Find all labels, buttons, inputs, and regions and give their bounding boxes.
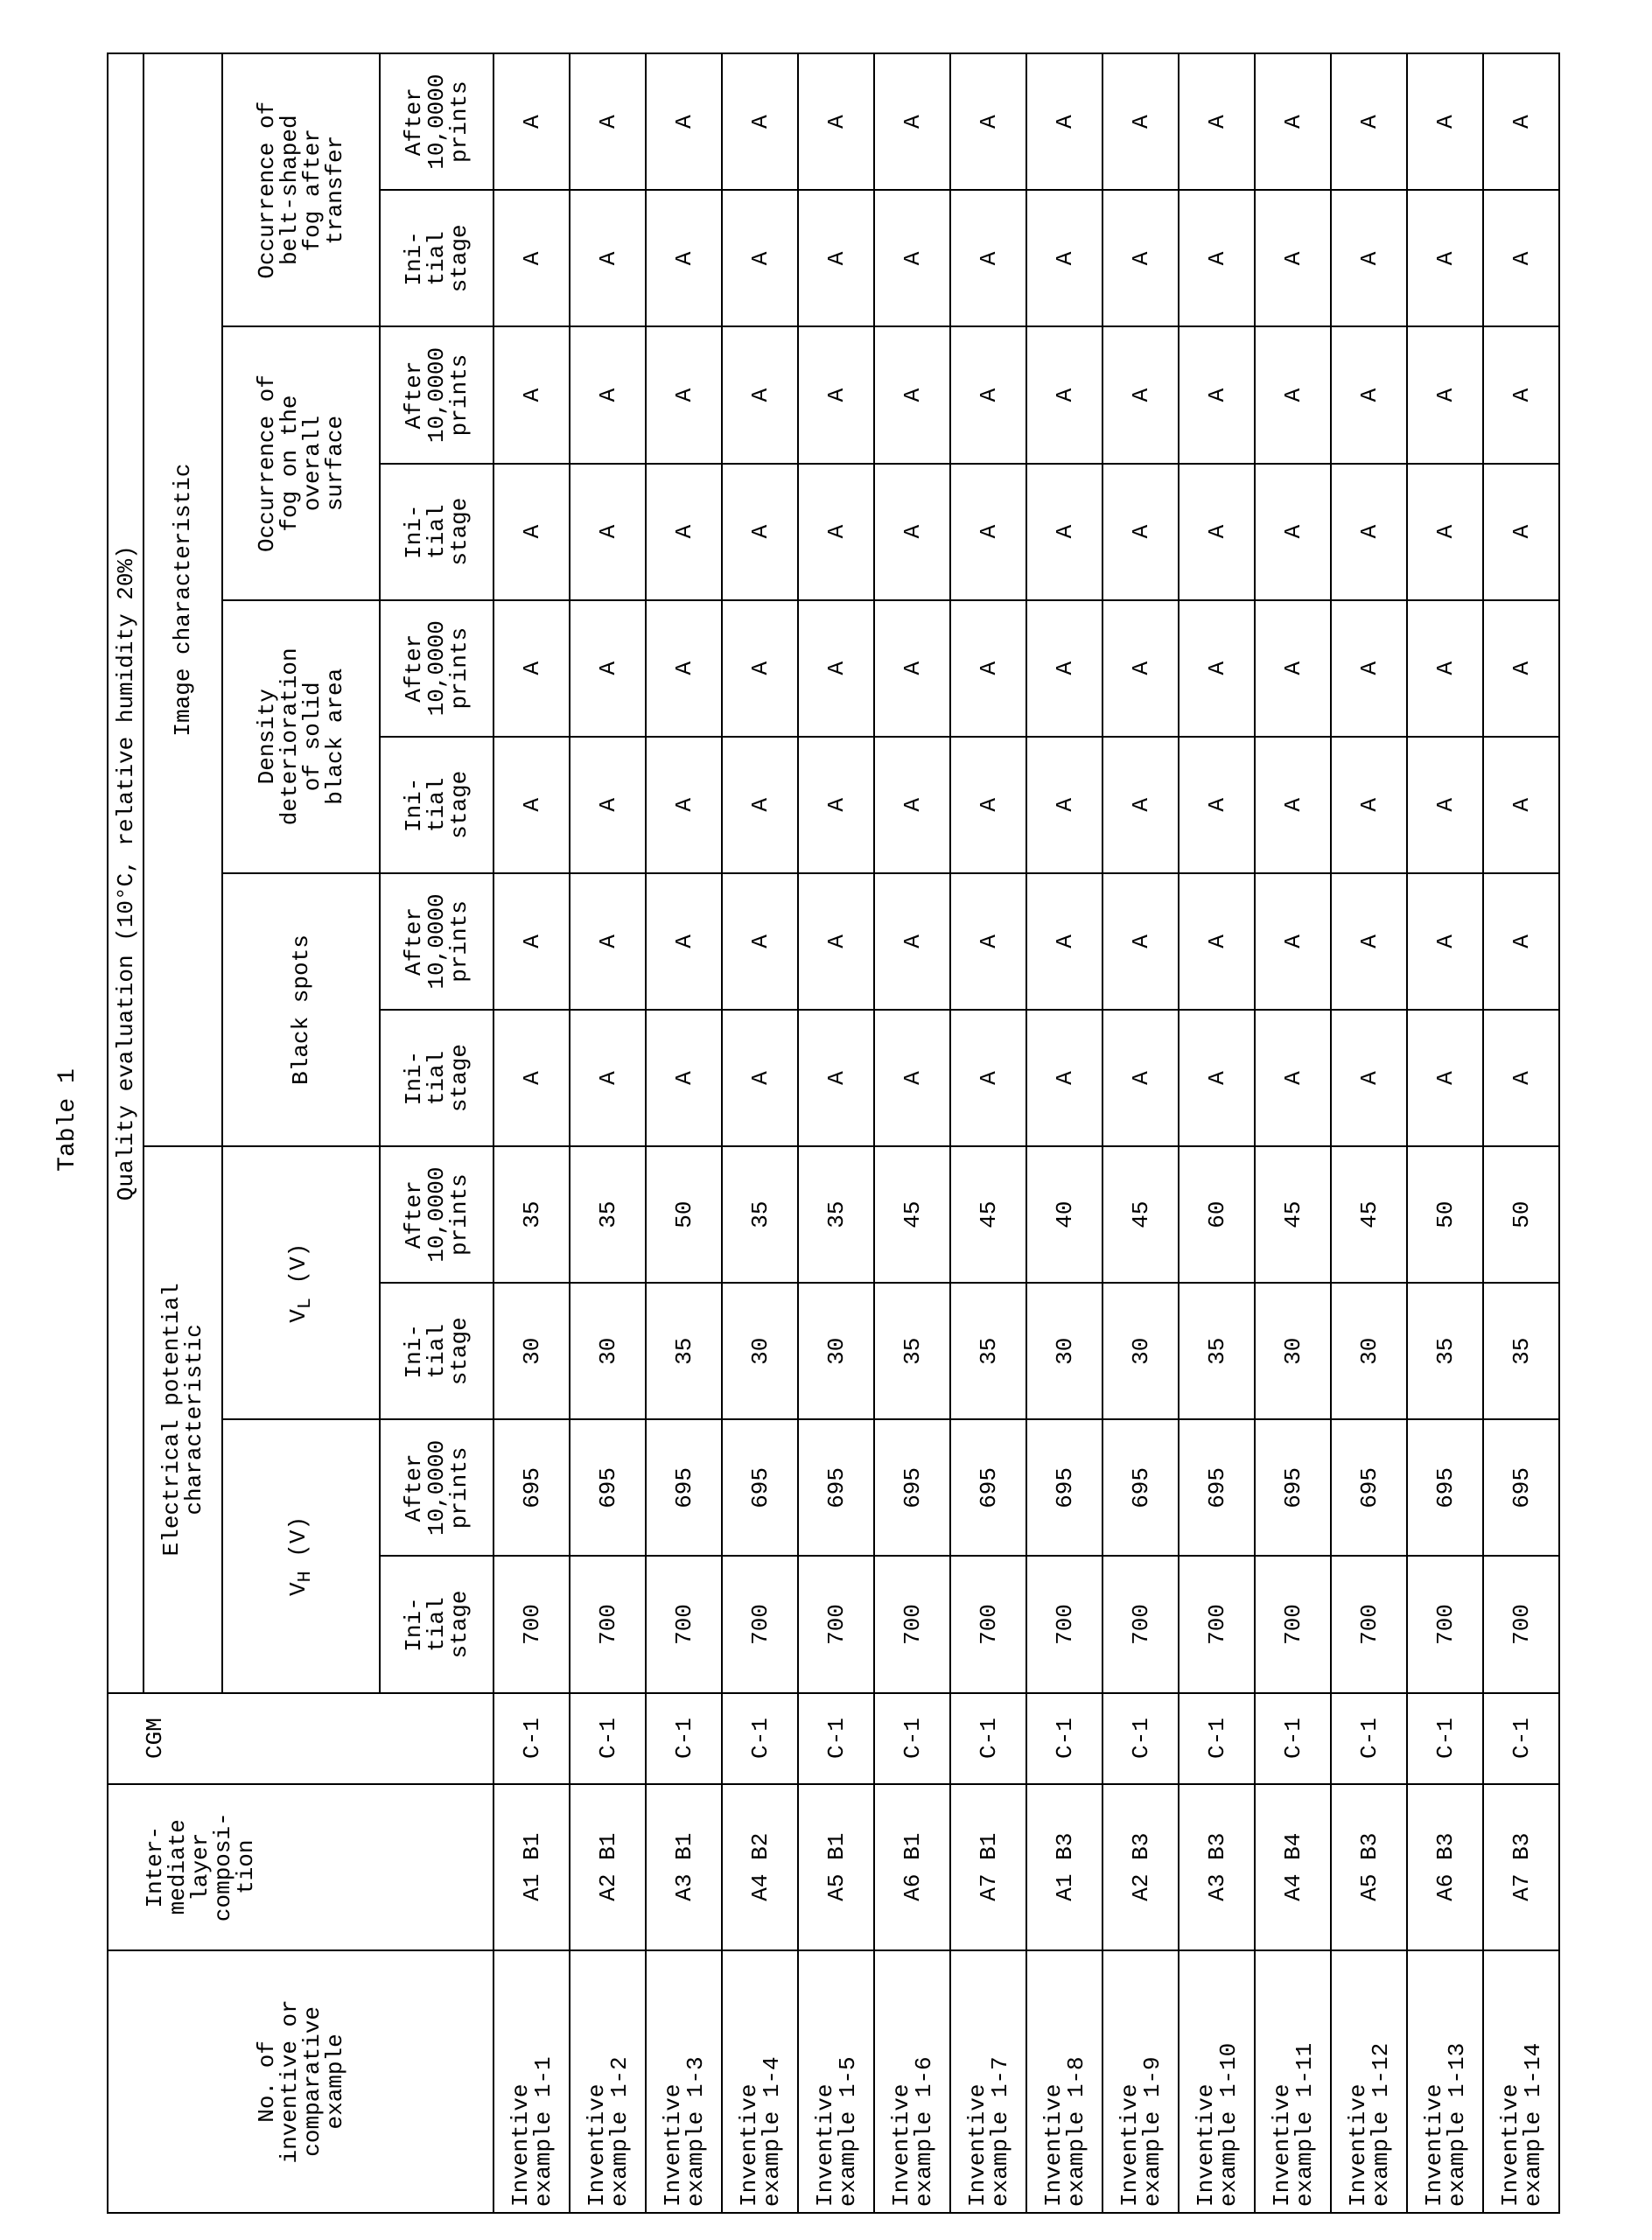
cell-value: A [722,190,798,326]
cell-value: A [494,737,570,873]
header-initial: Ini- tial stage [380,1283,494,1419]
cell-cgm: C-1 [646,1693,722,1784]
cell-value: A [1331,326,1407,463]
cell-cgm: C-1 [722,1693,798,1784]
example-name-line: Inventive [966,1953,989,2207]
cell-value: A [950,600,1026,737]
cell-value: 50 [1407,1146,1483,1283]
cell-cgm: C-1 [1179,1693,1255,1784]
cell-example-name [570,1950,646,2213]
cell-value: A [1407,737,1483,873]
cell-value: 695 [1179,1419,1255,1556]
cell-layer: A1 B1 [494,1784,570,1950]
cell-value: A [1331,1010,1407,1146]
cell-value: A [1179,737,1255,873]
cell-value: A [1026,1010,1102,1146]
cell-value: A [1483,873,1559,1010]
cell-value: A [874,190,950,326]
cell-layer: A1 B3 [1026,1784,1102,1950]
cell-layer: A4 B2 [722,1784,798,1950]
cell-value: 700 [1407,1556,1483,1692]
cell-value: 35 [494,1146,570,1283]
example-name-line: example 1-2 [608,1953,631,2207]
cell-value: 695 [1255,1419,1331,1556]
example-name-line: Inventive [1118,1953,1141,2207]
cell-value: A [722,600,798,737]
cell-value: A [494,873,570,1010]
header-vh [222,1419,380,1692]
cell-value: A [1179,464,1255,600]
cell-value: A [1026,53,1102,190]
cell-value: A [1179,1010,1255,1146]
cell-value: A [1407,464,1483,600]
cell-value: A [1026,190,1102,326]
cell-value: A [798,190,874,326]
cell-value: A [798,600,874,737]
cell-value: 35 [1483,1283,1559,1419]
header-quality-evaluation: Quality evaluation (10°C, relative humidity 20%) [108,53,144,1693]
cell-value: 45 [1255,1146,1331,1283]
vl-unit: (V) [285,1243,312,1298]
cell-value: A [1102,326,1179,463]
header-image-characteristic: Image characteristic [144,53,222,1146]
cell-value: A [1026,873,1102,1010]
table-row [1255,53,1331,2213]
cell-value: 700 [646,1556,722,1692]
table-row [798,53,874,2213]
cell-example-name [722,1950,798,2213]
cell-value: A [646,737,722,873]
cell-example-name [1255,1950,1331,2213]
cell-cgm: C-1 [1102,1693,1179,1784]
header-initial: Ini- tial stage [380,1556,494,1692]
cell-value: 695 [1026,1419,1102,1556]
cell-value: A [1331,53,1407,190]
vh-symbol: V [285,1582,312,1596]
cell-value: 695 [874,1419,950,1556]
header-after: After 10,0000 prints [380,1146,494,1283]
cell-value: 695 [494,1419,570,1556]
cell-example-name [494,1950,570,2213]
header-after: After 10,0000 prints [380,873,494,1010]
cell-value: A [874,326,950,463]
cell-value: A [1407,190,1483,326]
cell-layer: A3 B3 [1179,1784,1255,1950]
cell-value: A [1102,1010,1179,1146]
cell-value: A [1331,737,1407,873]
vl-subscript: L [294,1298,316,1309]
header-vl [222,1146,380,1419]
cell-value: A [570,600,646,737]
cell-cgm: C-1 [1255,1693,1331,1784]
cell-value: 695 [1483,1419,1559,1556]
cell-example-name [1102,1950,1179,2213]
header-initial: Ini- tial stage [380,737,494,873]
example-name-line: example 1-3 [684,1953,707,2207]
example-name-line: Inventive [738,1953,760,2207]
vh-unit: (V) [285,1516,312,1571]
cell-layer: A5 B1 [798,1784,874,1950]
cell-value: A [798,737,874,873]
cell-value: A [1026,600,1102,737]
cell-value: A [1483,190,1559,326]
cell-value: A [1102,600,1179,737]
cell-value: A [646,190,722,326]
cell-value: 30 [1255,1283,1331,1419]
cell-layer: A2 B1 [570,1784,646,1950]
header-belt-fog: Occurrence of belt-shaped fog after transfer [222,53,380,326]
cell-value: 700 [874,1556,950,1692]
cell-layer: A6 B3 [1407,1784,1483,1950]
example-name-line: example 1-14 [1522,1953,1544,2207]
example-name-line: Inventive [1347,1953,1369,2207]
cell-value: A [646,1010,722,1146]
example-name-line: example 1-6 [913,1953,935,2207]
cell-value: A [1483,326,1559,463]
cell-value: 30 [494,1283,570,1419]
cell-value: A [874,873,950,1010]
cell-example-name [1483,1950,1559,2213]
example-name-line: example 1-10 [1217,1953,1240,2207]
cell-value: A [1255,873,1331,1010]
table-row [494,53,570,2213]
cell-value: A [570,326,646,463]
cell-value: 695 [950,1419,1026,1556]
cell-value: A [1483,1010,1559,1146]
cell-value: 30 [1331,1283,1407,1419]
cell-value: 35 [570,1146,646,1283]
example-name-line: Inventive [1423,1953,1446,2207]
example-name-line: Inventive [1499,1953,1522,2207]
cell-value: A [950,464,1026,600]
cell-value: 45 [950,1146,1026,1283]
cell-value: 695 [798,1419,874,1556]
cell-value: A [722,737,798,873]
header-after: After 10,0000 prints [380,326,494,463]
example-name-line: Inventive [1042,1953,1065,2207]
cell-value: A [570,1010,646,1146]
table-row [1179,53,1255,2213]
cell-value: 45 [1102,1146,1179,1283]
cell-value: 700 [950,1556,1026,1692]
cell-value: A [722,464,798,600]
cell-value: A [1026,464,1102,600]
cell-value: A [874,737,950,873]
header-layer: Inter- mediate layer composi- tion [108,1784,494,1950]
cell-value: A [1026,326,1102,463]
cell-value: A [722,1010,798,1146]
cell-value: A [1102,737,1179,873]
cell-value: A [1179,600,1255,737]
cell-example-name [646,1950,722,2213]
results-table [107,52,1560,2214]
cell-value: A [1407,600,1483,737]
cell-value: A [646,53,722,190]
cell-value: 35 [646,1283,722,1419]
cell-value: 700 [1331,1556,1407,1692]
cell-layer: A4 B4 [1255,1784,1331,1950]
cell-value: A [570,873,646,1010]
table-row [722,53,798,2213]
cell-value: A [722,53,798,190]
cell-value: A [1102,873,1179,1010]
cell-value: 695 [1331,1419,1407,1556]
cell-value: 45 [874,1146,950,1283]
cell-value: A [646,464,722,600]
cell-value: A [494,53,570,190]
cell-cgm: C-1 [1331,1693,1407,1784]
cell-value: A [950,873,1026,1010]
cell-cgm: C-1 [570,1693,646,1784]
cell-value: A [494,600,570,737]
header-initial: Ini- tial stage [380,190,494,326]
cell-value: A [646,600,722,737]
cell-cgm: C-1 [798,1693,874,1784]
cell-value: A [646,326,722,463]
cell-cgm: C-1 [1407,1693,1483,1784]
table-row [646,53,722,2213]
cell-cgm: C-1 [494,1693,570,1784]
example-name-line: example 1-7 [989,1953,1012,2207]
cell-value: A [1255,326,1331,463]
cell-value: A [1179,873,1255,1010]
example-name-line: example 1-4 [760,1953,783,2207]
cell-layer: A7 B3 [1483,1784,1559,1950]
cell-value: 700 [1483,1556,1559,1692]
cell-value: A [646,873,722,1010]
example-name-line: Inventive [890,1953,913,2207]
cell-value: A [798,53,874,190]
cell-value: A [950,326,1026,463]
cell-value: 700 [494,1556,570,1692]
cell-value: A [950,737,1026,873]
cell-value: 45 [1331,1146,1407,1283]
cell-value: A [1255,464,1331,600]
header-no: No. of inventive or comparative example [108,1950,494,2213]
cell-value: A [798,326,874,463]
cell-cgm: C-1 [950,1693,1026,1784]
cell-value: A [1407,53,1483,190]
example-name-line: Inventive [814,1953,836,2207]
cell-value: A [1102,464,1179,600]
example-name-line: Inventive [509,1953,532,2207]
cell-value: A [1255,600,1331,737]
cell-value: A [1331,600,1407,737]
cell-value: A [1407,326,1483,463]
cell-value: A [722,873,798,1010]
cell-value: 30 [1026,1283,1102,1419]
cell-example-name [1331,1950,1407,2213]
cell-value: 700 [570,1556,646,1692]
cell-value: 700 [722,1556,798,1692]
header-after: After 10,0000 prints [380,1419,494,1556]
cell-layer: A7 B1 [950,1784,1026,1950]
cell-value: A [798,464,874,600]
cell-value: A [1483,464,1559,600]
cell-value: 700 [798,1556,874,1692]
cell-value: 700 [1026,1556,1102,1692]
cell-value: 35 [1407,1283,1483,1419]
cell-value: A [1407,1010,1483,1146]
cell-value: A [494,464,570,600]
cell-value: A [874,600,950,737]
example-name-line: example 1-8 [1065,1953,1088,2207]
cell-value: A [1179,190,1255,326]
cell-value: 35 [950,1283,1026,1419]
cell-value: 700 [1255,1556,1331,1692]
header-black-spots: Black spots [222,873,380,1146]
cell-value: A [1483,737,1559,873]
cell-example-name [798,1950,874,2213]
cell-value: A [570,464,646,600]
example-name-line: example 1-1 [532,1953,555,2207]
cell-value: 30 [570,1283,646,1419]
cell-layer: A2 B3 [1102,1784,1179,1950]
example-name-line: Inventive [1270,1953,1293,2207]
cell-layer: A6 B1 [874,1784,950,1950]
vh-subscript: H [294,1571,316,1582]
example-name-line: example 1-11 [1293,1953,1316,2207]
example-name-line: Inventive [585,1953,608,2207]
cell-value: 700 [1102,1556,1179,1692]
cell-value: 35 [722,1146,798,1283]
cell-value: A [494,326,570,463]
cell-value: 30 [722,1283,798,1419]
header-initial: Ini- tial stage [380,464,494,600]
header-initial: Ini- tial stage [380,1010,494,1146]
table-row [1407,53,1483,2213]
cell-value: 35 [874,1283,950,1419]
cell-value: 700 [1179,1556,1255,1692]
cell-value: 35 [1179,1283,1255,1419]
cell-value: 695 [722,1419,798,1556]
cell-value: A [1255,737,1331,873]
example-name-line: Inventive [662,1953,684,2207]
cell-value: 695 [570,1419,646,1556]
cell-value: A [798,1010,874,1146]
header-electrical: Electrical potential characteristic [144,1146,222,1692]
cell-cgm: C-1 [874,1693,950,1784]
header-cgm: CGM [108,1693,494,1784]
cell-example-name [1179,1950,1255,2213]
cell-value: 40 [1026,1146,1102,1283]
cell-value: A [1179,326,1255,463]
cell-value: A [874,464,950,600]
cell-value: A [1331,873,1407,1010]
table-row [1102,53,1179,2213]
cell-value: A [1179,53,1255,190]
cell-value: 695 [1407,1419,1483,1556]
table-row [1483,53,1559,2213]
example-name-line: Inventive [1194,1953,1217,2207]
cell-example-name [950,1950,1026,2213]
cell-value: A [1102,53,1179,190]
cell-value: A [570,737,646,873]
cell-value: A [1331,190,1407,326]
cell-value: 30 [798,1283,874,1419]
example-name-line: example 1-13 [1446,1953,1468,2207]
rotated-page [0,0,1652,2240]
vl-symbol: V [285,1309,312,1323]
header-after: After 10,0000 prints [380,600,494,737]
cell-layer: A5 B3 [1331,1784,1407,1950]
cell-value: A [1483,53,1559,190]
header-fog-overall: Occurrence of fog on the overall surface [222,326,380,599]
cell-value: A [494,190,570,326]
table-title: Table 1 [54,0,81,2240]
cell-value: A [950,190,1026,326]
cell-value: A [1483,600,1559,737]
cell-value: A [494,1010,570,1146]
cell-value: A [1331,464,1407,600]
cell-value: 60 [1179,1146,1255,1283]
cell-layer: A3 B1 [646,1784,722,1950]
cell-value: A [798,873,874,1010]
cell-value: A [950,1010,1026,1146]
cell-value: A [570,190,646,326]
cell-value: A [1102,190,1179,326]
cell-cgm: C-1 [1483,1693,1559,1784]
cell-cgm: C-1 [1026,1693,1102,1784]
cell-value: 35 [798,1146,874,1283]
table-row [570,53,646,2213]
example-name-line: example 1-9 [1141,1953,1164,2207]
header-density: Density deterioration of solid black area [222,600,380,873]
example-name-line: example 1-5 [836,1953,859,2207]
cell-value: A [1407,873,1483,1010]
cell-value: A [874,53,950,190]
cell-value: 50 [646,1146,722,1283]
cell-value: A [1255,53,1331,190]
cell-example-name [1026,1950,1102,2213]
cell-value: 30 [1102,1283,1179,1419]
table-row [874,53,950,2213]
cell-value: 695 [1102,1419,1179,1556]
cell-value: A [874,1010,950,1146]
cell-value: A [570,53,646,190]
cell-example-name [1407,1950,1483,2213]
example-name-line: example 1-12 [1369,1953,1392,2207]
cell-value: A [722,326,798,463]
cell-value: 50 [1483,1146,1559,1283]
cell-value: A [1255,190,1331,326]
header-after: After 10,0000 prints [380,53,494,190]
table-row [1331,53,1407,2213]
table-row [1026,53,1102,2213]
table-row [950,53,1026,2213]
cell-value: A [1255,1010,1331,1146]
cell-value: A [1026,737,1102,873]
cell-value: 695 [646,1419,722,1556]
cell-example-name [874,1950,950,2213]
cell-value: A [950,53,1026,190]
